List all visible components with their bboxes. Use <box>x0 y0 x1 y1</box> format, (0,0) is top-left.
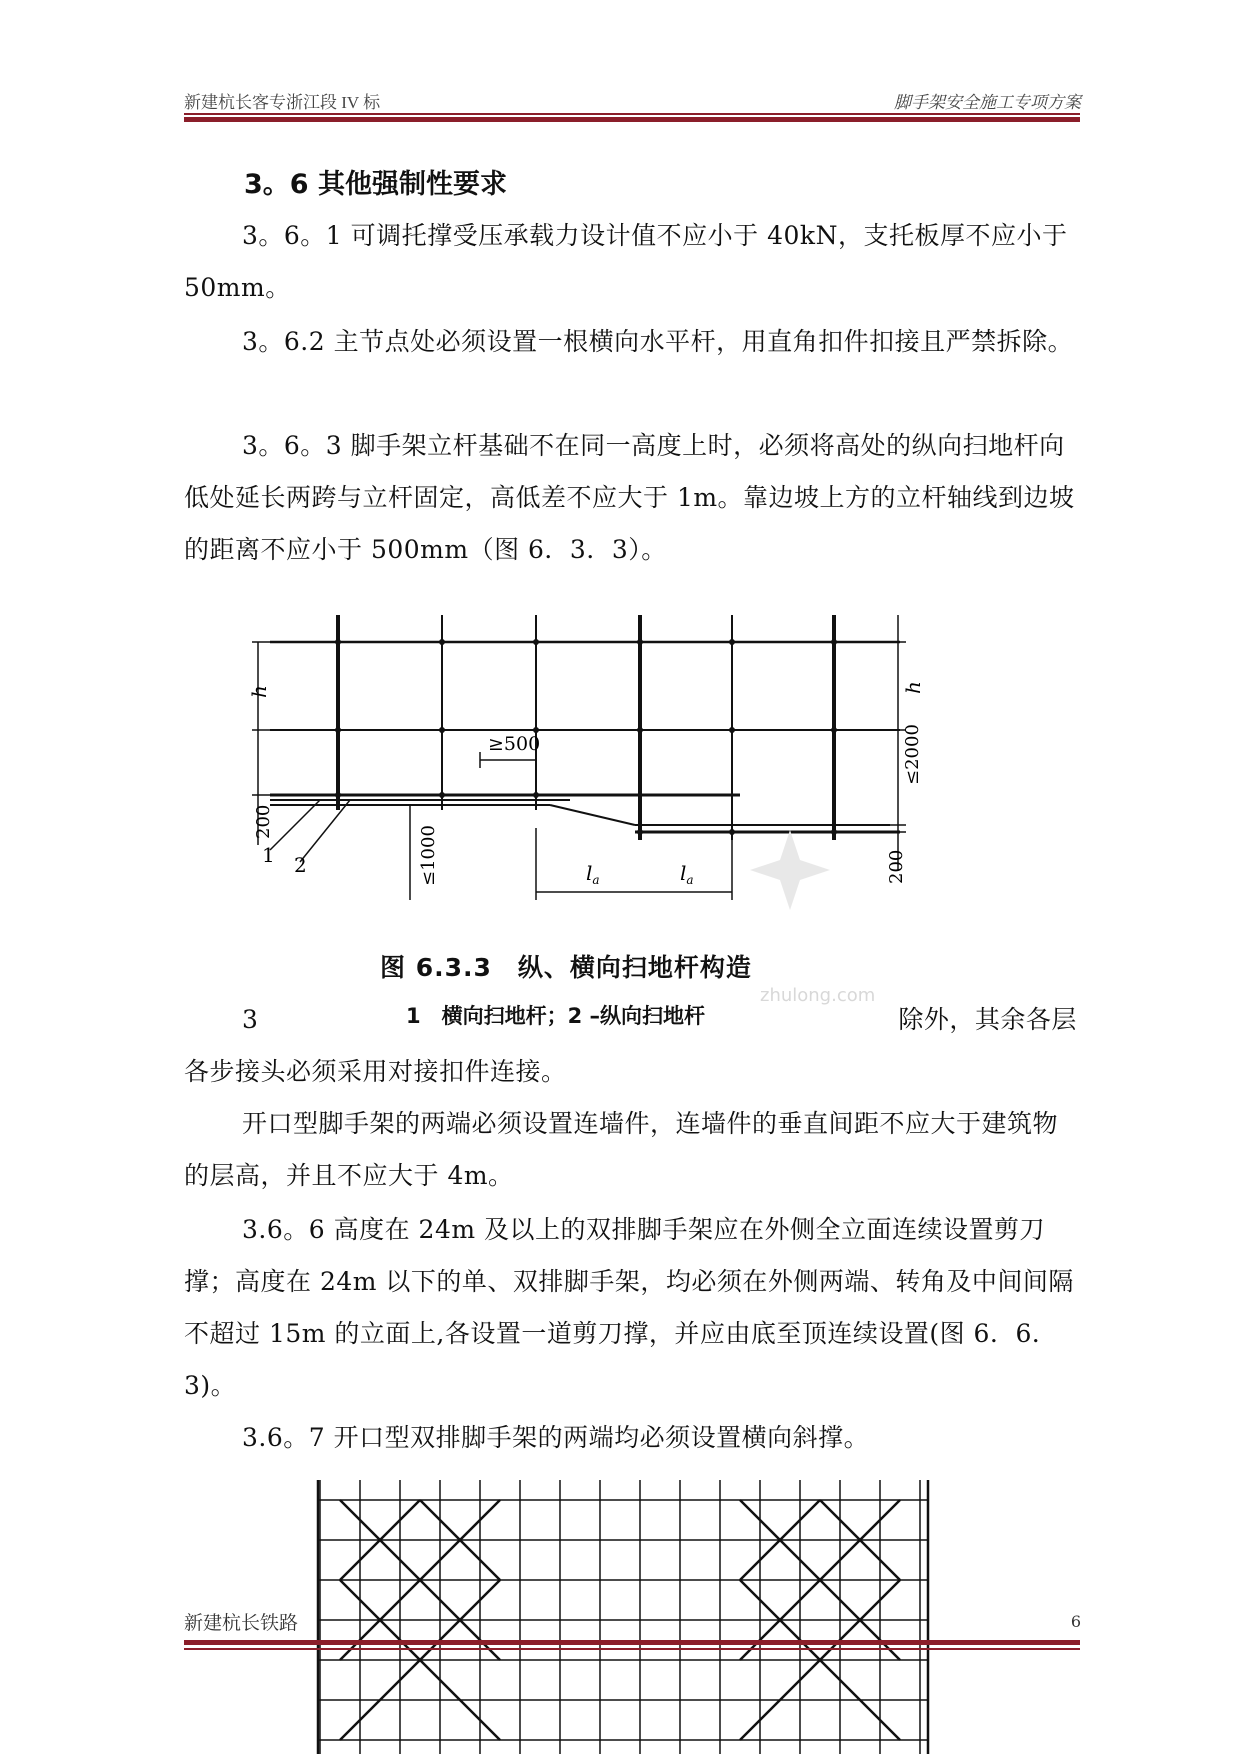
paragraph-wall-ties: 开口型脚手架的两端必须设置连墙件，连墙件的垂直间距不应大于建筑物的层高，并且不应大于 4m。 <box>184 1109 1059 1190</box>
label-200-left: 200 <box>253 804 274 839</box>
header-document-title: 脚手架安全施工专项方案 <box>894 93 1081 112</box>
header-project-name: 新建杭长客专浙江段 IV 标 <box>184 93 381 112</box>
figure-caption: 图 6.3.3 纵、横向扫地杆构造 <box>380 953 752 982</box>
footer-rule-thin <box>184 1648 1080 1650</box>
label-h-left: h <box>247 685 271 698</box>
label-le1000: ≤1000 <box>418 825 439 886</box>
label-la-1: $l_a$ <box>586 861 600 887</box>
label-h-right: h <box>901 681 925 694</box>
header-rule-thick <box>184 117 1080 122</box>
section-title: 3。6 其他强制性要求 <box>244 169 507 200</box>
footer-rule-thick <box>184 1640 1080 1645</box>
footer-page-number: 6 <box>1067 1612 1081 1631</box>
label-2: 2 <box>294 853 307 877</box>
figure-sweep-rod-diagram <box>247 600 930 900</box>
watermark-logo-icon <box>750 830 830 910</box>
figure-cross-bracing-grid <box>300 1480 940 1754</box>
figure-legend: 1 横向扫地杆；2 –纵向扫地杆 <box>400 1000 711 1030</box>
paragraph-3-6-2: 3。6.2 主节点处必须设置一根横向水平杆，用直角扣件扣接且严禁拆除。 <box>242 327 1074 356</box>
paragraph-joint: 3 除外，其余各层各步接头必须采用对接扣件连接。 <box>184 1005 1077 1086</box>
paragraph-3-6-7: 3.6。7 开口型双排脚手架的两端均必须设置横向斜撑。 <box>242 1423 870 1452</box>
label-la-2: $l_a$ <box>680 861 694 887</box>
label-le2000: ≤2000 <box>902 724 923 785</box>
label-ge500: ≥500 <box>488 733 541 755</box>
label-1: 1 <box>262 843 275 867</box>
paragraph-3-6-1: 3。6。1 可调托撑受压承载力设计值不应小于 40kN，支托板厚不应小于 50mm。 <box>184 221 1068 302</box>
label-200-right: 200 <box>886 849 907 884</box>
paragraph-3-6-3: 3。6。3 脚手架立杆基础不在同一高度上时，必须将高处的纵向扫地杆向低处延长两跨与立杆固定，高低差不应大于 1m。靠边坡上方的立杆轴线到边坡的距离不应小于 500mm（图 6．3．3）。 <box>184 431 1075 564</box>
ground-slope <box>550 805 635 825</box>
header-rule-thin <box>184 113 1080 115</box>
paragraph-3-6-6: 3.6。6 高度在 24m 及以上的双排脚手架应在外侧全立面连续设置剪刀撑；高度在 24m 以下的单、双排脚手架，均必须在外侧两端、转角及中间间隔不超过 15m 的立面上,各设置一道剪刀撑，并应由底至顶连续设置(图 6．6．3)。 <box>184 1215 1074 1400</box>
footer-project-name: 新建杭长铁路 <box>184 1608 302 1635</box>
watermark-text: zhulong.com <box>760 985 876 1006</box>
